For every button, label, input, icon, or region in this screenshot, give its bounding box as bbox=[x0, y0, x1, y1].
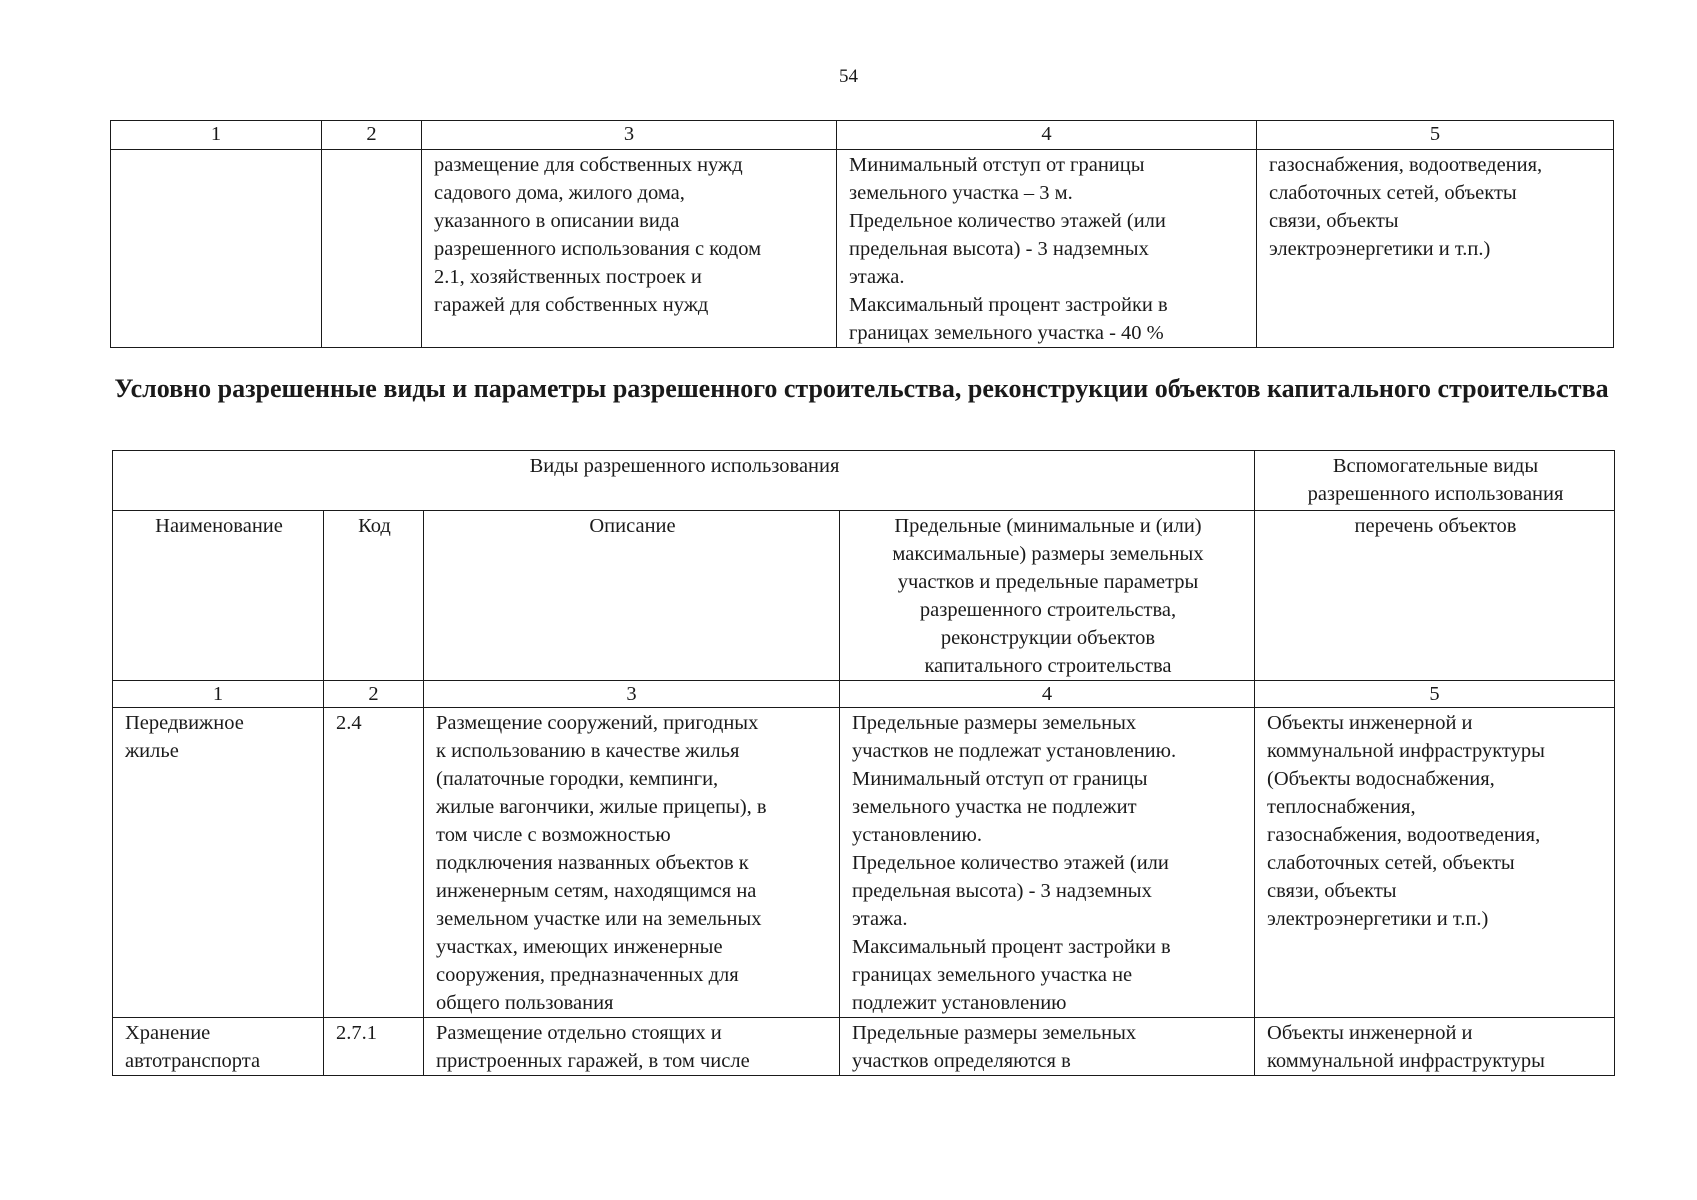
description-cell: размещение для собственных нужд садового дома, жилого дома, указанного в описании вида разрешенного использования с кодом 2.1, хозяйственных построек и гаражей для собственных нужд bbox=[422, 150, 837, 348]
table-row bbox=[111, 150, 1614, 348]
column-number-cell: 5 bbox=[1255, 681, 1615, 708]
column-number-row bbox=[113, 681, 1615, 708]
auxiliary-cell: газоснабжения, водоотведения, слаботочных сетей, объекты связи, объекты электроэнергетики и т.п.) bbox=[1257, 150, 1614, 348]
column-number-cell: 3 bbox=[424, 681, 840, 708]
page-number: 54 bbox=[839, 66, 858, 87]
name-cell: Передвижное жилье bbox=[113, 708, 324, 1018]
group-header-aux: Вспомогательные виды разрешенного использования bbox=[1255, 451, 1615, 511]
column-number-cell: 3 bbox=[422, 121, 837, 150]
group-header-main: Виды разрешенного использования bbox=[113, 451, 1255, 511]
code-cell bbox=[322, 150, 422, 348]
group-header-row bbox=[113, 451, 1615, 511]
header-auxiliary: перечень объектов bbox=[1255, 511, 1615, 681]
column-number-cell: 1 bbox=[111, 121, 322, 150]
parameters-cell: Предельные размеры земельных участков не подлежат установлению. Минимальный отступ от границы земельного участка не подлежит установлению. Предельное количество этажей (или предельная высота) - 3 надземных этажа. Максимальный процент застройки в границах земельного участка не подлежит установлению bbox=[840, 708, 1255, 1018]
code-cell: 2.4 bbox=[324, 708, 424, 1018]
column-number-cell: 1 bbox=[113, 681, 324, 708]
section-heading: Условно разрешенные виды и параметры разрешенного строительства, реконструкции объектов капитального строительства bbox=[114, 374, 1609, 403]
description-cell: Размещение сооружений, пригодных к использованию в качестве жилья (палаточные городки, кемпинги, жилые вагончики, жилые прицепы), в том числе с возможностью подключения названных объектов к инженерным сетям, находящимся на земельном участке или на земельных участках, имеющих инженерные сооружения, предназначенных для общего пользования bbox=[424, 708, 840, 1018]
continued-table bbox=[110, 120, 1614, 348]
header-parameters: Предельные (минимальные и (или) максимальные) размеры земельных участков и предельные параметры разрешенного строительства, реконструкции объектов капитального строительства bbox=[840, 511, 1255, 681]
header-code: Код bbox=[324, 511, 424, 681]
name-cell: Хранение автотранспорта bbox=[113, 1018, 324, 1076]
auxiliary-cell: Объекты инженерной и коммунальной инфраструктуры (Объекты водоснабжения, теплоснабжения, газоснабжения, водоотведения, слаботочных сетей, объекты связи, объекты электроэнергетики и т.п.) bbox=[1255, 708, 1615, 1018]
column-number-cell: 4 bbox=[837, 121, 1257, 150]
name-cell bbox=[111, 150, 322, 348]
column-number-cell: 2 bbox=[324, 681, 424, 708]
column-number-cell: 4 bbox=[840, 681, 1255, 708]
table-row bbox=[113, 1018, 1615, 1076]
auxiliary-cell: Объекты инженерной и коммунальной инфраструктуры bbox=[1255, 1018, 1615, 1076]
header-description: Описание bbox=[424, 511, 840, 681]
column-number-cell: 2 bbox=[322, 121, 422, 150]
conditional-uses-table bbox=[112, 450, 1615, 1076]
column-header-row bbox=[113, 511, 1615, 681]
header-name: Наименование bbox=[113, 511, 324, 681]
description-cell: Размещение отдельно стоящих и пристроенных гаражей, в том числе bbox=[424, 1018, 840, 1076]
parameters-cell: Предельные размеры земельных участков определяются в bbox=[840, 1018, 1255, 1076]
column-number-cell: 5 bbox=[1257, 121, 1614, 150]
parameters-cell: Минимальный отступ от границы земельного участка – 3 м. Предельное количество этажей (или предельная высота) - 3 надземных этажа. Максимальный процент застройки в границах земельного участка - 40 % bbox=[837, 150, 1257, 348]
code-cell: 2.7.1 bbox=[324, 1018, 424, 1076]
column-number-row bbox=[111, 121, 1614, 150]
table-row bbox=[113, 708, 1615, 1018]
